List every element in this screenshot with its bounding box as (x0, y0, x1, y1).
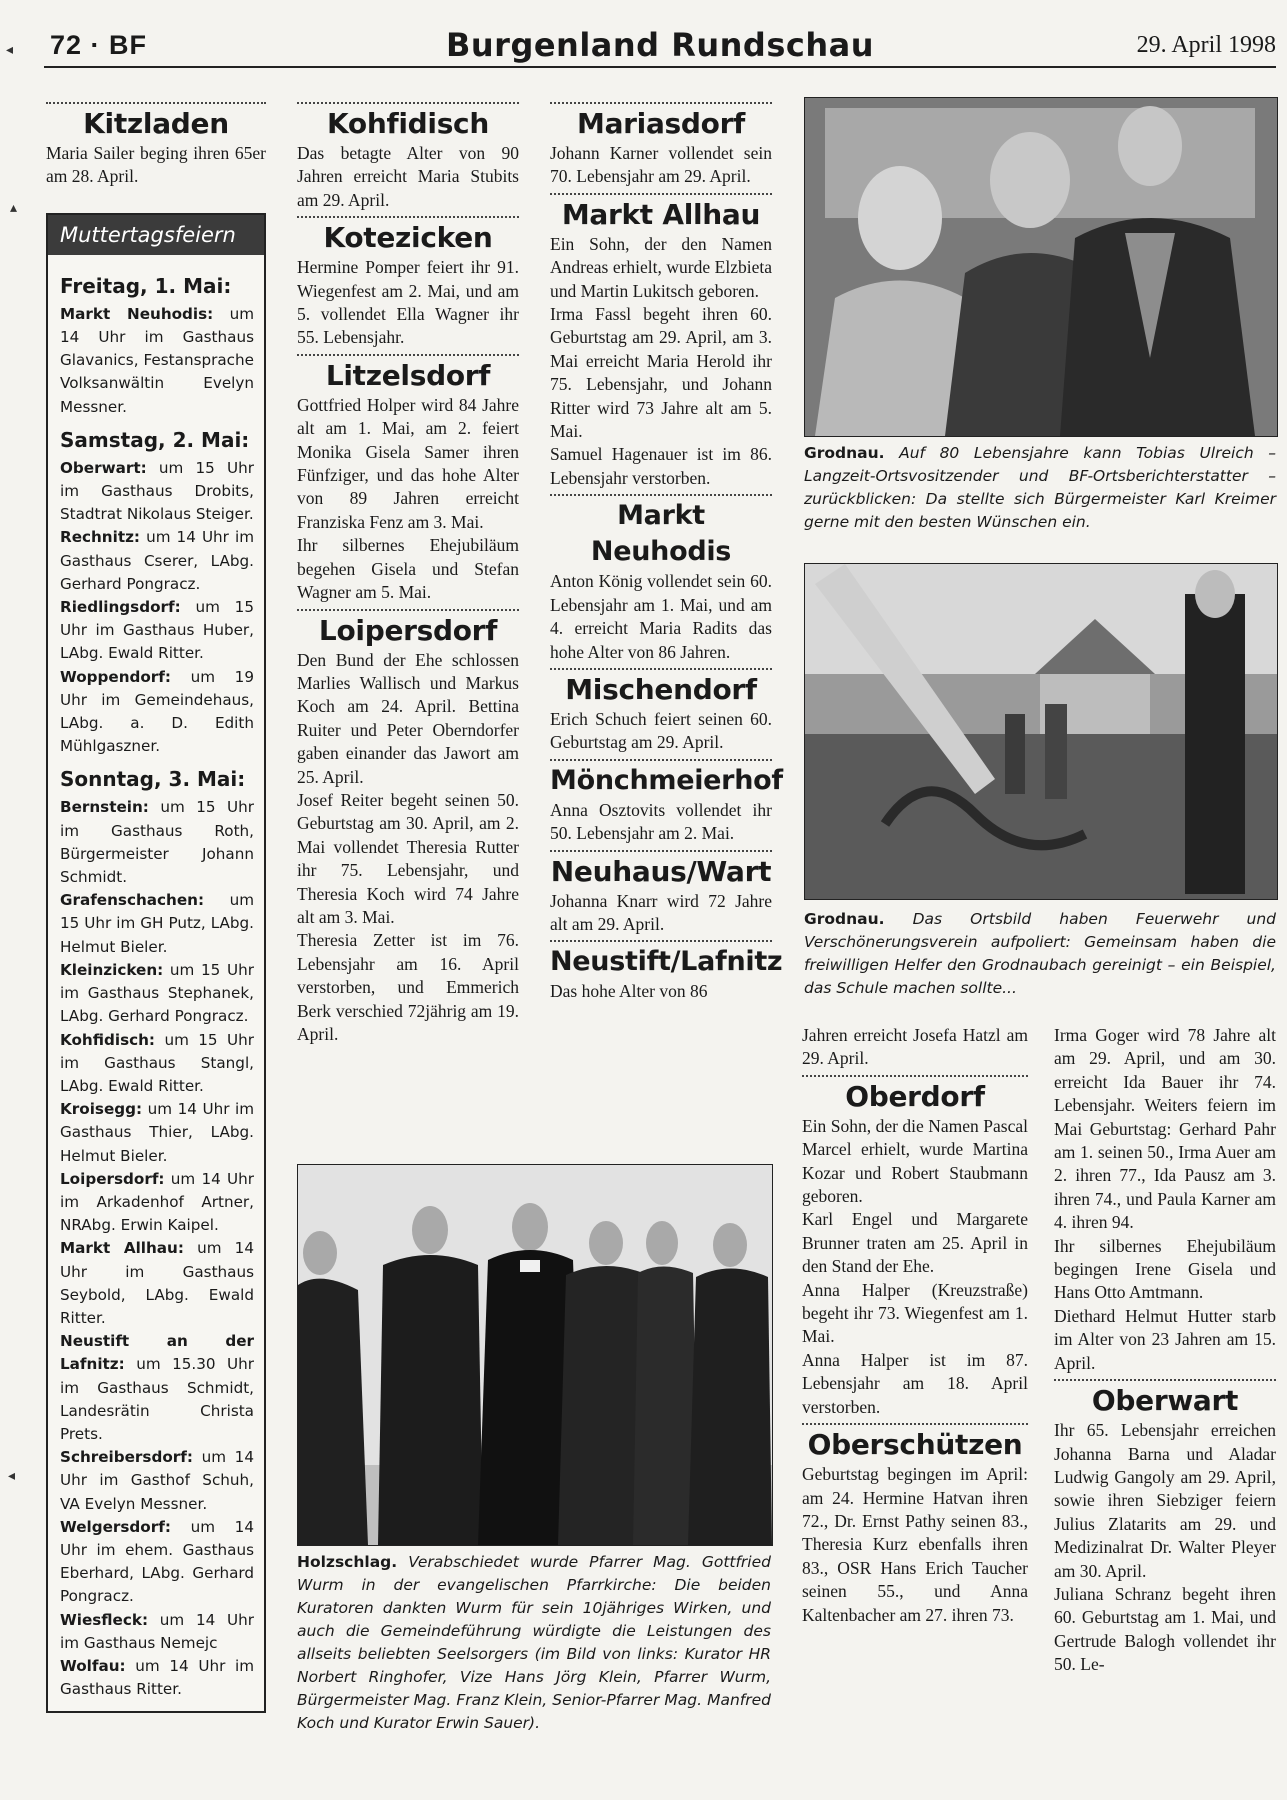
event-place: Loipersdorf: (60, 1169, 165, 1188)
issue-date: 29. April 1998 (1136, 32, 1276, 58)
event-entry (60, 303, 254, 419)
caption-place: Grodnau. (804, 444, 885, 462)
town-heading: Mischendorf (565, 672, 757, 706)
photo-grodnau-birthday (804, 97, 1278, 437)
dotted-divider (802, 1423, 1028, 1425)
town-heading: Oberschützen (807, 1428, 1023, 1462)
event-details: um 14 Uhr im Gasthaus Ritter. (60, 1656, 255, 1699)
column-3 (550, 98, 783, 1004)
article-text: Johanna Knarr wird 72 Jahre alt am 29. April. (550, 890, 772, 934)
column-4 (802, 1024, 1028, 1627)
dotted-divider (297, 354, 519, 356)
event-details: um 15 Uhr im Gasthaus Stangl, LAbg. Ewald Ritter. (60, 1030, 255, 1095)
event-entry (60, 1609, 254, 1655)
column-1 (46, 98, 266, 1713)
box-title: Muttertagsfeiern (48, 215, 264, 255)
event-details: um 15 Uhr im GH Putz, LAbg. Helmut Bieler. (60, 891, 254, 956)
dotted-divider (550, 102, 772, 104)
event-details: um 14 Uhr im Gasthaus Nemejc (60, 1610, 255, 1652)
dotted-divider (297, 216, 519, 218)
article-text: Diethard Helmut Hutter starb im Alter von 23 Jahren am 15. April. (1054, 1305, 1276, 1373)
article-text: Ein Sohn, der die Namen Pascal Marcel erhielt, wurde Martina Kozar und Robert Staubmann geboren. (802, 1115, 1028, 1207)
day-heading: Freitag, 1. Mai: (60, 273, 232, 298)
article-text: Irma Goger wird 78 Jahre alt am 29. April, und am 30. erreicht Ida Bauer ihr 74. Lebensjahr. Weiters feiern im Mai Geburtstag: Gerhard Pahr am 1. seinen 50., Irma Auer am 2. ihren 77., Ida Pausz am 3. ihren 74., und Paula Karner am 4. ihren 94. (1054, 1025, 1276, 1233)
event-details: um 15 Uhr im Gasthaus Roth, Bürgermeister Johann Schmidt. (60, 798, 255, 887)
day-heading: Samstag, 2. Mai: (60, 427, 250, 452)
event-entry (60, 1516, 254, 1609)
event-entry (60, 959, 254, 1029)
town-heading: Loipersdorf (318, 613, 498, 647)
event-entry (60, 796, 254, 889)
article-text: Anton König vollendet sein 60. Lebensjahr am 1. Mai, und am 4. erreicht Maria Radits das hohe Alter von 86 Jahren. (550, 571, 772, 662)
article-text: Anna Halper (Kreuzstraße) begeht ihr 73. Wiegenfest am 1. Mai. (802, 1279, 1028, 1347)
article-text: Juliana Schranz begeht ihren 60. Geburtstag am 1. Mai, und Gertrude Balogh vollendet ihr 50. Le- (1054, 1583, 1276, 1675)
article-text: Josef Reiter begeht seinen 50. Geburtstag am 30. April, am 2. Mai vollendet Theresia Rutter ihr 75. Lebensjahr, und Theresia Koch wird 74 Jahre alt am 3. Mai. (297, 789, 519, 927)
photo-caption (297, 1551, 771, 1735)
article-text: Das betagte Alter von 90 Jahren erreicht Maria Stubits am 29. April. (297, 143, 519, 210)
crop-mark: ◂ (8, 1468, 16, 1484)
article-text: Ihr 65. Lebensjahr erreichen Johanna Barna und Aladar Ludwig Gangoly am 29. April, sowie ihren Siebziger feiern Julius Zlatarits am 29. und Medizinalrat Dr. Walter Pleyer am 30. April. (1054, 1420, 1276, 1581)
town-heading: Litzelsdorf (325, 358, 491, 392)
crop-mark: ▴ (10, 200, 18, 216)
event-entry (60, 1446, 254, 1516)
event-place: Kohfidisch: (60, 1030, 156, 1049)
article-text: Ein Sohn, der den Namen Andreas erhielt, wurde Elzbieta und Martin Lukitsch geboren. (550, 233, 772, 301)
article-text: Maria Sailer beging ihren 65er am 28. April. (46, 143, 266, 187)
photo-illustration (298, 1165, 772, 1545)
article-text: Samuel Hagenauer ist im 86. Lebensjahr verstorben. (550, 444, 772, 488)
column-5 (1054, 1024, 1276, 1677)
event-entry (60, 1330, 254, 1446)
event-entry (60, 1168, 254, 1238)
caption-place: Holzschlag. (297, 1553, 398, 1571)
article-text: Ihr silbernes Ehejubiläum begehen Gisela und Stefan Wagner am 5. Mai. (297, 535, 519, 603)
town-heading: Mönchmeierhof (550, 764, 783, 796)
page-section-label: 72 · BF (50, 30, 148, 60)
photo-grodnau-cleanup (804, 563, 1278, 900)
photo-illustration (805, 98, 1277, 436)
dotted-divider (550, 940, 772, 942)
town-heading: Oberwart (1091, 1384, 1239, 1418)
event-place: Kleinzicken: (60, 960, 164, 979)
article-text: Hermine Pomper feiert ihr 91. Wiegenfest am 2. Mai, und am 5. vollendet Ella Wagner ihr 55. Lebensjahr. (297, 257, 519, 348)
day-heading: Sonntag, 3. Mai: (60, 767, 246, 792)
event-entry (60, 1237, 254, 1330)
caption-text: Verabschiedet wurde Pfarrer Mag. Gottfried Wurm in der evangelischen Pfarrkirche: Die beiden Kuratoren dankten Wurm für sein 10jähriges Wirken, und auch die Gemeindeführung würdigte die Leistungen des allseits beliebten Seelsorgers (im Bild von links: Kurator HR Norbert Ringhofer, Vize Hans Jörg Klein, Pfarrer Wurm, Bürgermeister Mag. Franz Klein, Senior-Pfarrer Mag. Manfred Koch und Kurator Erwin Sauer). (297, 1553, 771, 1732)
event-entry (60, 596, 254, 666)
article-text: Gottfried Holper wird 84 Jahre alt am 1. Mai, am 2. feiert Monika Gisela Samer ihren Fünfziger, und das hohe Alter von 89 Jahren erreicht Franziska Fenz am 3. Mai. (297, 394, 519, 532)
event-place: Grafenschachen: (60, 891, 205, 910)
event-place: Bernstein: (60, 798, 149, 817)
event-details: um 14 Uhr im Gasthaus Thier, LAbg. Helmut Bieler. (60, 1100, 254, 1165)
article-text: Das hohe Alter von 86 (550, 981, 708, 1002)
crop-mark: ◂ (6, 42, 14, 58)
event-details: um 14 Uhr im Gasthof Schuh, VA Evelyn Messner. (60, 1448, 254, 1513)
town-heading: Mariasdorf (577, 107, 745, 140)
event-details: um 14 Uhr im ehem. Gasthaus Eberhard, LAbg. Gerhard Pongracz. (60, 1517, 254, 1606)
event-entry (60, 889, 254, 959)
dotted-divider (297, 102, 519, 104)
event-place: Rechnitz: (60, 528, 141, 547)
photo-illustration (805, 564, 1277, 899)
event-details: um 14 Uhr im Gasthaus Glavanics, Festansprache Volksanwältin Evelyn Messner. (60, 304, 255, 416)
event-details: um 19 Uhr im Gemeindehaus, LAbg. a. D. Edith Mühlgaszner. (60, 667, 255, 756)
dotted-divider (550, 850, 772, 852)
event-place: Wiesfleck: (60, 1610, 149, 1629)
event-details: um 15 Uhr im Gasthaus Huber, LAbg. Ewald Ritter. (60, 598, 254, 663)
dotted-divider (550, 494, 772, 496)
muttertag-box (46, 213, 266, 1714)
event-place: Woppendorf: (60, 667, 171, 686)
dotted-divider (1054, 1379, 1276, 1381)
town-heading: Kohfidisch (327, 107, 489, 140)
event-place: Schreibersdorf: (60, 1448, 193, 1467)
article-text: Anna Osztovits vollendet ihr 50. Lebensjahr am 2. Mai. (550, 799, 772, 844)
event-entry (60, 526, 254, 596)
caption-text: Das Ortsbild haben Feuerwehr und Verschönerungsverein aufpoliert: Gemeinsam haben die freiwilligen Helfer den Grodnaubach gereinigt – ein Beispiel, das Schule machen sollte... (804, 910, 1276, 997)
town-heading: Kitzladen (83, 107, 229, 140)
event-entry (60, 1098, 254, 1168)
article-text: Erich Schuch feiert seinen 60. Geburtstag am 29. April. (550, 708, 772, 753)
dotted-divider (550, 759, 772, 761)
town-heading: Markt Neuhodis (590, 500, 732, 568)
event-place: Markt Neuhodis: (60, 304, 214, 323)
caption-text: Auf 80 Lebensjahre kann Tobias Ulreich – Langzeit-Ortsvositzender und BF-Ortsberichterstatter – zurückblicken: Da stellte sich Bürgermeister Karl Kreimer gerne mit den besten Wünschen ein. (804, 444, 1276, 531)
article-text: Irma Fassl begeht ihren 60. Geburtstag am 29. April, am 3. Mai erreicht Maria Herold ihr 75. Lebensjahr, und Johann Ritter wird 73 Jahre alt am 5. Mai. (550, 304, 772, 442)
town-heading: Neustift/Lafnitz (550, 946, 783, 978)
event-place: Wolfau: (60, 1656, 126, 1675)
dotted-divider (297, 609, 519, 611)
article-text: Johann Karner vollendet sein 70. Lebensjahr am 29. April. (550, 143, 772, 187)
dotted-divider (550, 668, 772, 670)
event-place: Riedlingsdorf: (60, 598, 181, 617)
event-place: Neustift an der Lafnitz: (60, 1332, 254, 1374)
event-entry (60, 1029, 254, 1099)
dotted-divider (46, 102, 266, 104)
caption-place: Grodnau. (804, 910, 885, 928)
event-entry (60, 457, 254, 527)
event-place: Markt Allhau: (60, 1239, 184, 1258)
event-place: Oberwart: (60, 458, 147, 477)
article-text: Anna Halper ist im 87. Lebensjahr am 18. April verstorben. (802, 1349, 1028, 1417)
town-heading: Neuhaus/Wart (550, 854, 772, 888)
event-details: um 15 Uhr im Gasthaus Stephanek, LAbg. Gerhard Pongracz. (60, 960, 255, 1026)
page-header (44, 22, 1276, 68)
newspaper-title: Burgenland Rundschau (445, 26, 874, 64)
photo-caption (804, 442, 1276, 534)
event-place: Kroisegg: (60, 1100, 143, 1119)
event-details: um 15.30 Uhr im Gasthaus Schmidt, Landesrätin Christa Prets. (60, 1355, 255, 1443)
event-entry (60, 666, 254, 759)
event-details: um 14 Uhr im Gasthaus Cserer, LAbg. Gerhard Pongracz. (60, 528, 254, 593)
article-text: Den Bund der Ehe schlossen Marlies Wallisch und Markus Koch am 24. April. Bettina Ruiter und Peter Oberndorfer gaben einander das Jawort am 25. April. (297, 649, 519, 787)
town-heading: Markt Allhau (561, 197, 761, 231)
article-text: Karl Engel und Margarete Brunner traten am 25. April in den Stand der Ehe. (802, 1209, 1028, 1277)
event-details: um 14 Uhr im Gasthaus Seybold, LAbg. Ewald Ritter. (60, 1239, 254, 1327)
article-text: Ihr silbernes Ehejubiläum begingen Irene Gisela und Hans Otto Amtmann. (1054, 1235, 1276, 1303)
event-entry (60, 1655, 254, 1701)
event-place: Welgersdorf: (60, 1517, 171, 1536)
photo-holzschlag-group (297, 1164, 773, 1546)
event-details: um 15 Uhr im Gasthaus Drobits, Stadtrat Nikolaus Steiger. (60, 458, 255, 524)
article-text: Theresia Zetter ist im 76. Lebensjahr am 16. April verstorben, und Emmerich Berk verschied 72jährig am 19. April. (297, 930, 519, 1044)
town-heading: Kotezicken (323, 221, 493, 255)
photo-caption (804, 908, 1276, 1000)
dotted-divider (550, 193, 772, 195)
town-heading: Oberdorf (845, 1079, 985, 1113)
dotted-divider (802, 1075, 1028, 1077)
event-details: um 14 Uhr im Arkadenhof Artner, NRAbg. Erwin Kaipel. (60, 1169, 255, 1235)
box-body (48, 255, 264, 1712)
article-text: Jahren erreicht Josefa Hatzl am 29. April. (802, 1025, 1028, 1069)
column-2 (297, 98, 519, 1046)
article-text: Geburtstag begingen im April: am 24. Hermine Hatvan ihren 72., Dr. Ernst Pathy seinen 83., Theresia Kurz ebenfalls ihren 83., OSR Hans Erich Taucher seinen 55., und Anna Kaltenbacher am 27. ihren 73. (802, 1464, 1028, 1625)
